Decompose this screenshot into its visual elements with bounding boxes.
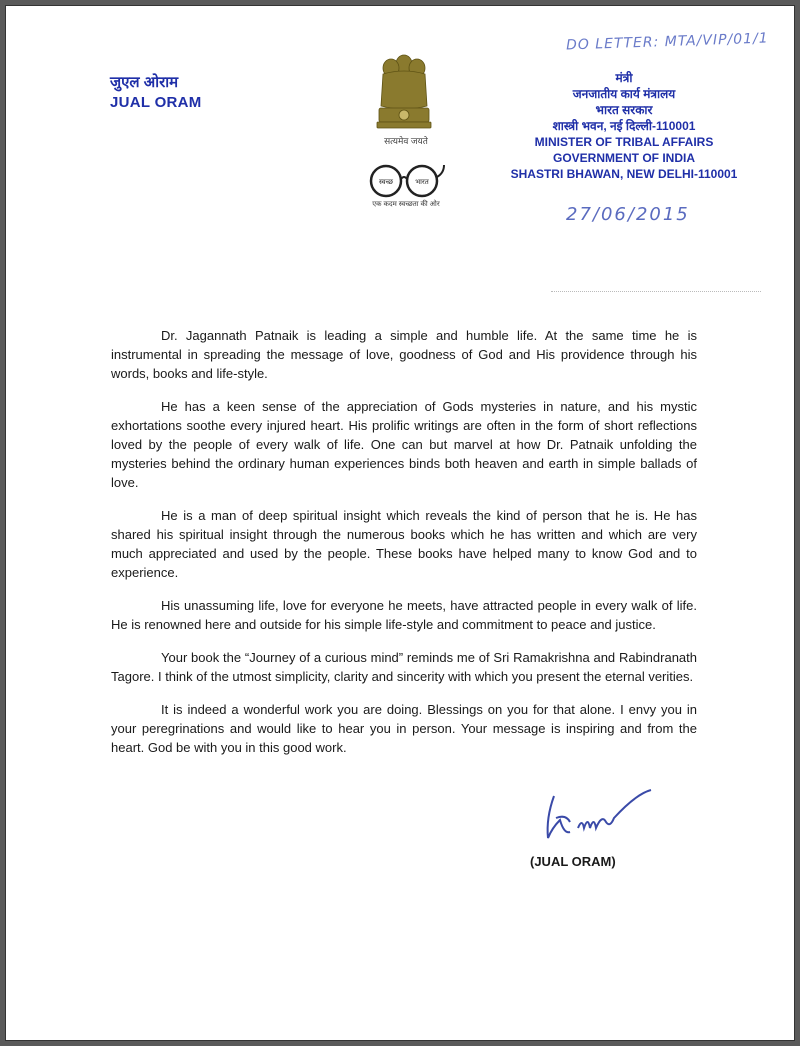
faint-divider: [551, 291, 761, 292]
office-address-block: [504, 70, 744, 182]
swachh-left-label: स्वच्छ: [378, 178, 394, 186]
signatory-name: (JUAL ORAM): [530, 854, 616, 869]
paragraph-6: It is indeed a wonderful work you are doing. Blessings on you for that alone. I envy you in your peregrinations and would like to hear you in person. Your message is inspiring and from the heart. God be with you in this good work.: [111, 702, 697, 755]
office-line-6: GOVERNMENT OF INDIA: [552, 151, 695, 165]
swachh-bharat-glasses-icon: [364, 161, 446, 205]
emblem-motto: सत्यमेव जयते: [384, 136, 428, 146]
letter-page: [5, 5, 795, 1041]
paragraph-3: He is a man of deep spiritual insight which reveals the kind of person that he is. He has shared his spiritual insight through the numerous books which he has written and which are very much appreciated and used by the people. These books have helped many to know God and to experience.: [111, 508, 697, 580]
office-line-2: जनजातीय कार्य मंत्रालय: [572, 87, 676, 101]
office-line-7: SHASTRI BHAWAN, NEW DELHI-110001: [510, 167, 738, 181]
swachh-tagline: एक कदम स्वच्छता की ओर: [372, 201, 440, 208]
office-line-1: मंत्री: [615, 71, 633, 85]
paragraph-1: Dr. Jagannath Patnaik is leading a simple and humble life. At the same time he is instrumental in spreading the message of love, goodness of God and His providence through his words, books and life-style.: [111, 328, 697, 381]
sender-name-english: JUAL ORAM: [110, 94, 202, 111]
paragraph-5: Your book the “Journey of a curious mind” reminds me of Sri Ramakrishna and Rabindranath Tagore. I think of the utmost simplicity, clarity and sincerity with which you present the eternal verities.: [111, 650, 697, 684]
office-line-3: भारत सरकार: [595, 103, 653, 117]
handwritten-reference: DO LETTER: MTA/VIP/01/1: [565, 30, 769, 54]
handwritten-signature: [526, 788, 676, 848]
office-line-4: शास्त्री भवन, नई दिल्ली-110001: [552, 119, 696, 133]
letter-body: [111, 326, 697, 771]
swachh-right-label: भारत: [415, 178, 429, 186]
paragraph-4: His unassuming life, love for everyone he meets, have attracted people in every walk of life. He is renowned here and outside for his simple life-style and commitment to peace and justice.: [111, 598, 697, 632]
handwritten-date: 27/06/2015: [566, 204, 690, 225]
sender-name-hindi: जुएल ओराम: [110, 74, 179, 91]
office-line-5: MINISTER OF TRIBAL AFFAIRS: [534, 135, 714, 149]
national-emblem-icon: [369, 50, 439, 146]
paragraph-2: He has a keen sense of the appreciation of Gods mysteries in nature, and his mystic exhortations soothe every injured heart. His prolific writings are often in the form of short reflections loved by the people of every walk of life. One can but marvel at how Dr. Patnaik unfolding the mysteries behind the ordinary human experiences binds both heaven and earth in simple ballads of love.: [111, 399, 697, 490]
